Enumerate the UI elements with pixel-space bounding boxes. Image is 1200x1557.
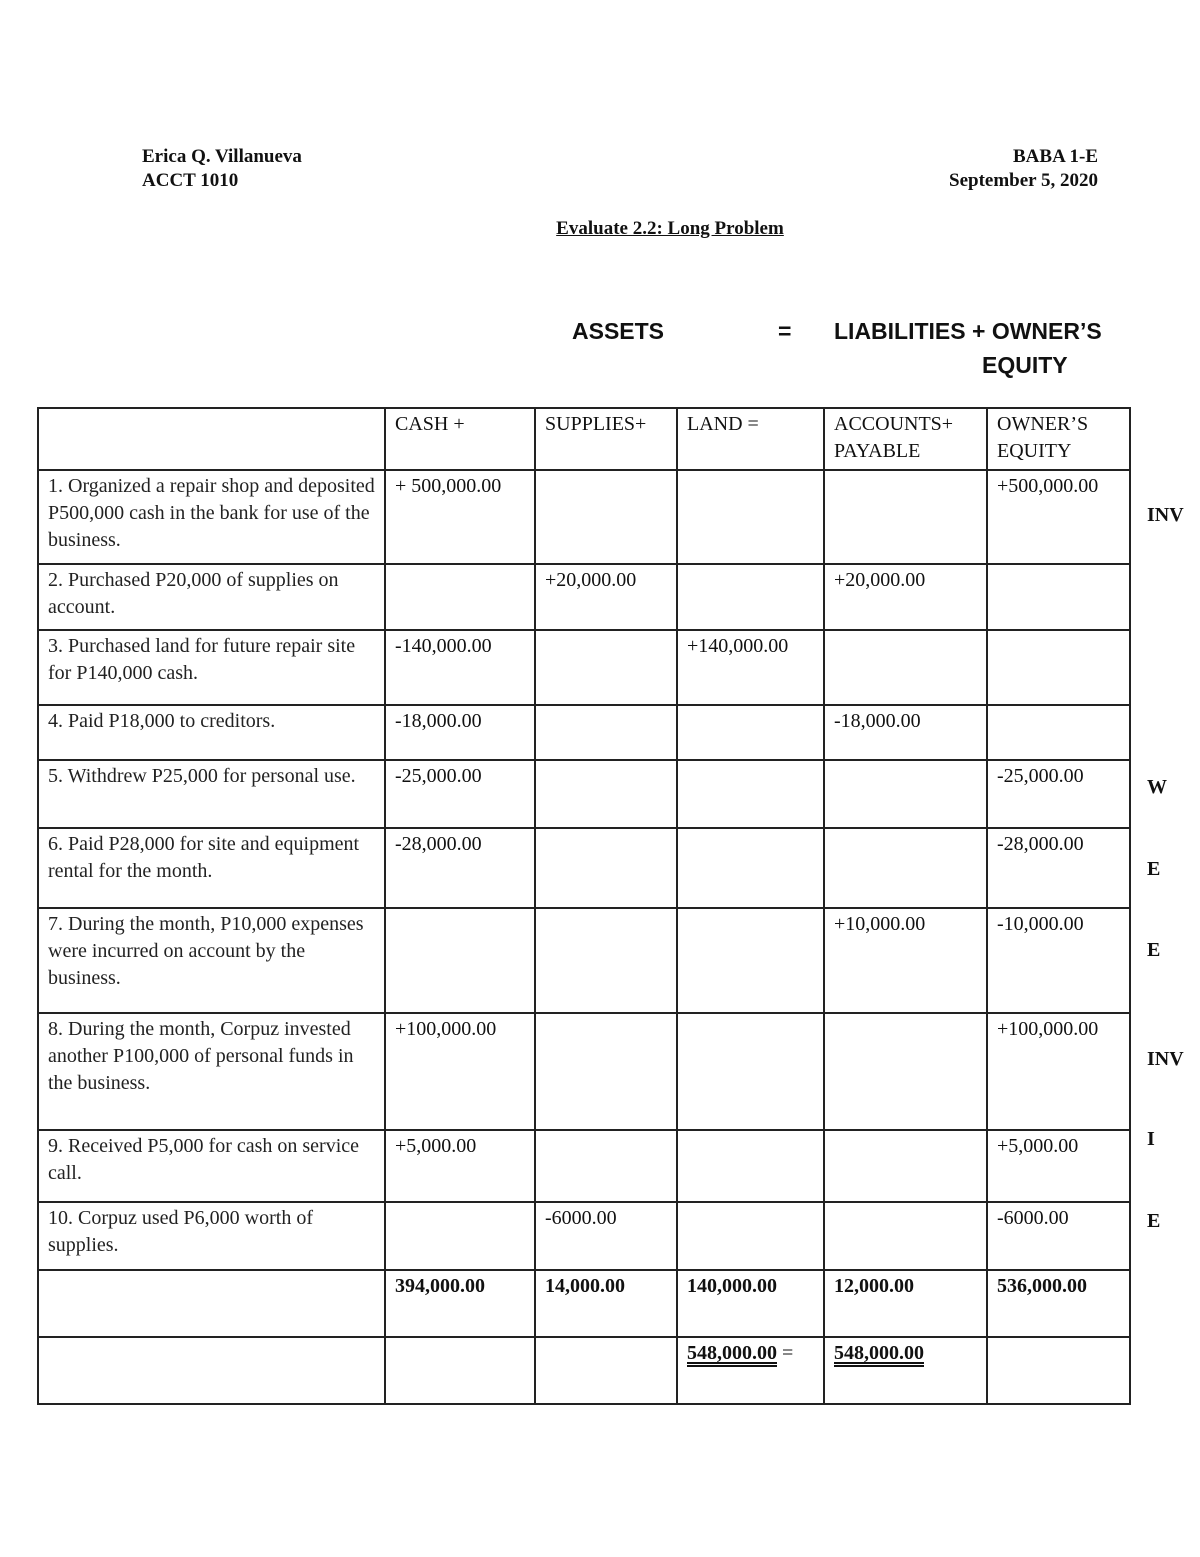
- transaction-description: 2. Purchased P20,000 of supplies on account.: [38, 564, 385, 630]
- table-row: [38, 470, 1130, 564]
- accounts-payable-cell: [824, 470, 987, 564]
- header-row: [38, 408, 1130, 470]
- supplies-cell: [535, 630, 677, 705]
- accounts-payable-cell: [824, 1202, 987, 1270]
- equation-equals: =: [778, 318, 792, 344]
- table-row: [38, 1130, 1130, 1202]
- table-row: [38, 630, 1130, 705]
- supplies-cell: [535, 705, 677, 760]
- accounts-payable-cell: [824, 630, 987, 705]
- grand-total-row: [38, 1337, 1130, 1404]
- supplies-cell: [535, 908, 677, 1013]
- land-cell: [677, 908, 824, 1013]
- owners-equity-cell: -25,000.00: [987, 760, 1130, 828]
- supplies-cell: [535, 1013, 677, 1130]
- owners-equity-cell: +5,000.00: [987, 1130, 1130, 1202]
- cash-cell: -28,000.00: [385, 828, 535, 908]
- total-cash: 394,000.00: [385, 1270, 535, 1337]
- table-row: [38, 1013, 1130, 1130]
- table-row: [38, 908, 1130, 1013]
- empty-cell: [38, 1337, 385, 1404]
- header-cell: ACCOUNTS+ PAYABLE: [824, 408, 987, 470]
- header-cell: SUPPLIES+: [535, 408, 677, 470]
- cash-cell: -25,000.00: [385, 760, 535, 828]
- empty-cell: [535, 1337, 677, 1404]
- cash-cell: -18,000.00: [385, 705, 535, 760]
- transaction-description: 3. Purchased land for future repair site for P140,000 cash.: [38, 630, 385, 705]
- transaction-description: 8. During the month, Corpuz invested another P100,000 of personal funds in the business.: [38, 1013, 385, 1130]
- cash-cell: [385, 908, 535, 1013]
- land-cell: [677, 705, 824, 760]
- supplies-cell: [535, 1130, 677, 1202]
- transaction-description: 6. Paid P28,000 for site and equipment rental for the month.: [38, 828, 385, 908]
- accounts-payable-cell: [824, 760, 987, 828]
- total-land: 140,000.00: [677, 1270, 824, 1337]
- margin-mark: INV: [1147, 504, 1184, 526]
- owners-equity-cell: [987, 705, 1130, 760]
- total-assets: 548,000.00: [687, 1342, 777, 1364]
- cash-cell: +5,000.00: [385, 1130, 535, 1202]
- empty-cell: [385, 1337, 535, 1404]
- section-label: BABA 1-E: [1013, 146, 1098, 167]
- accounts-payable-cell: [824, 828, 987, 908]
- cash-cell: [385, 564, 535, 630]
- header-cell: LAND =: [677, 408, 824, 470]
- equation-equity: EQUITY: [982, 352, 1068, 378]
- student-name: Erica Q. Villanueva: [142, 146, 302, 167]
- table-row: [38, 1202, 1130, 1270]
- total-liabilities-equity-cell: [824, 1337, 987, 1404]
- totals-row: [38, 1270, 1130, 1337]
- empty-cell: [987, 1337, 1130, 1404]
- margin-mark: INV: [1147, 1048, 1184, 1070]
- page-title: Evaluate 2.2: Long Problem: [556, 218, 784, 239]
- course-code: ACCT 1010: [142, 170, 239, 191]
- accounts-payable-cell: [824, 1013, 987, 1130]
- cash-cell: +100,000.00: [385, 1013, 535, 1130]
- table-row: [38, 564, 1130, 630]
- margin-mark: E: [1147, 939, 1161, 961]
- total-assets-cell: [677, 1337, 824, 1404]
- land-cell: [677, 828, 824, 908]
- document-date: September 5, 2020: [949, 170, 1098, 191]
- supplies-cell: -6000.00: [535, 1202, 677, 1270]
- margin-mark: E: [1147, 1210, 1161, 1232]
- transaction-description: 10. Corpuz used P6,000 worth of supplies.: [38, 1202, 385, 1270]
- owners-equity-cell: -28,000.00: [987, 828, 1130, 908]
- transaction-description: 5. Withdrew P25,000 for personal use.: [38, 760, 385, 828]
- supplies-cell: [535, 828, 677, 908]
- owners-equity-cell: +500,000.00: [987, 470, 1130, 564]
- land-cell: [677, 564, 824, 630]
- supplies-cell: [535, 760, 677, 828]
- header-cell: CASH +: [385, 408, 535, 470]
- total-owners-equity: 536,000.00: [987, 1270, 1130, 1337]
- land-cell: [677, 760, 824, 828]
- equals-sign: =: [777, 1342, 794, 1364]
- cash-cell: [385, 1202, 535, 1270]
- student-info: [142, 145, 302, 193]
- cash-cell: + 500,000.00: [385, 470, 535, 564]
- totals-label-cell: [38, 1270, 385, 1337]
- header-cell: OWNER’S EQUITY: [987, 408, 1130, 470]
- section-info: [880, 145, 1098, 193]
- land-cell: [677, 1130, 824, 1202]
- land-cell: [677, 470, 824, 564]
- owners-equity-cell: -6000.00: [987, 1202, 1130, 1270]
- total-supplies: 14,000.00: [535, 1270, 677, 1337]
- transaction-description: 4. Paid P18,000 to creditors.: [38, 705, 385, 760]
- accounting-equation-table: [37, 407, 1131, 1405]
- transaction-description: 9. Received P5,000 for cash on service call.: [38, 1130, 385, 1202]
- margin-mark: W: [1147, 776, 1167, 798]
- cash-cell: -140,000.00: [385, 630, 535, 705]
- accounts-payable-cell: +10,000.00: [824, 908, 987, 1013]
- land-cell: +140,000.00: [677, 630, 824, 705]
- land-cell: [677, 1202, 824, 1270]
- accounts-payable-cell: -18,000.00: [824, 705, 987, 760]
- equation-liabilities-equity: LIABILITIES + OWNER’S: [834, 318, 1102, 344]
- table-row: [38, 828, 1130, 908]
- margin-mark: E: [1147, 858, 1161, 880]
- supplies-cell: [535, 470, 677, 564]
- transaction-description: 1. Organized a repair shop and deposited P500,000 cash in the bank for use of the business.: [38, 470, 385, 564]
- supplies-cell: +20,000.00: [535, 564, 677, 630]
- total-accounts-payable: 12,000.00: [824, 1270, 987, 1337]
- equation-assets: ASSETS: [572, 318, 665, 344]
- land-cell: [677, 1013, 824, 1130]
- owners-equity-cell: -10,000.00: [987, 908, 1130, 1013]
- table-row: [38, 705, 1130, 760]
- owners-equity-cell: [987, 630, 1130, 705]
- accounts-payable-cell: [824, 1130, 987, 1202]
- table-row: [38, 760, 1130, 828]
- header-cell: [38, 408, 385, 470]
- owners-equity-cell: +100,000.00: [987, 1013, 1130, 1130]
- total-liabilities-equity: 548,000.00: [834, 1342, 924, 1364]
- margin-mark: I: [1147, 1128, 1155, 1150]
- owners-equity-cell: [987, 564, 1130, 630]
- accounts-payable-cell: +20,000.00: [824, 564, 987, 630]
- transaction-description: 7. During the month, P10,000 expenses were incurred on account by the business.: [38, 908, 385, 1013]
